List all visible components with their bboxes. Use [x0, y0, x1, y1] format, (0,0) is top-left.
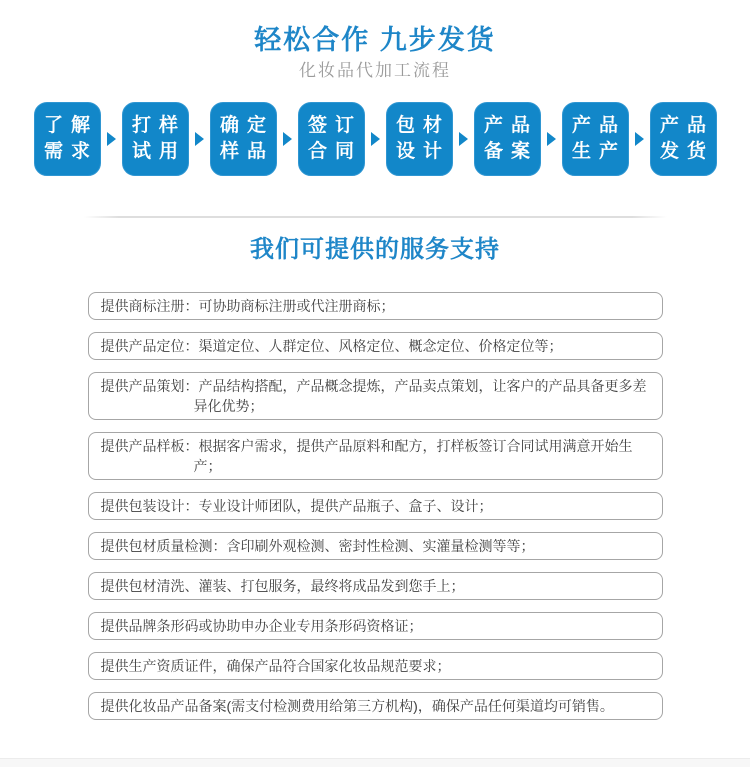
service-item: [88, 612, 663, 640]
process-step: [650, 102, 717, 176]
process-step-line2: 备案: [483, 141, 538, 162]
process-step-line1: 产品: [571, 115, 626, 136]
service-item: [88, 572, 663, 600]
flow-arrow-icon: [547, 132, 556, 146]
service-item: [88, 492, 663, 520]
service-item-text: 提供包材质量检测：含印刷外观检测、密封性检测、实灌量检测等等；: [100, 538, 535, 554]
page-subtitle: 化妆品代加工流程: [299, 61, 451, 80]
service-item-text: 提供产品定位：渠道定位、人群定位、风格定位、概念定位、价格定位等；: [100, 338, 563, 354]
service-item: [88, 432, 663, 480]
service-item: [88, 372, 663, 420]
process-step: [122, 102, 189, 176]
flow-arrow-icon: [283, 132, 292, 146]
service-item-text: 提供商标注册：可协助商标注册或代注册商标；: [100, 298, 395, 314]
service-item-text: 提供产品样板：根据客户需求，提供产品原料和配方，打样板签订合同试用满意开始生产；: [100, 438, 633, 474]
process-step: [210, 102, 277, 176]
service-item-text: 提供包装设计：专业设计师团队，提供产品瓶子、盒子、设计；: [100, 498, 493, 514]
service-item-text: 提供包材清洗、灌装、打包服务，最终将成品发到您手上；: [100, 578, 465, 594]
service-item: [88, 652, 663, 680]
process-step-line1: 产品: [659, 115, 714, 136]
flow-arrow-icon: [195, 132, 204, 146]
service-list: [88, 292, 663, 720]
process-step-line1: 签订: [307, 115, 362, 136]
process-step-line2: 生产: [571, 141, 626, 162]
process-step-line2: 发货: [659, 141, 714, 162]
service-item-text: 提供产品策划：产品结构搭配，产品概念提炼，产品卖点策划，让客户的产品具备更多差异化优势；: [100, 378, 647, 414]
process-step-line2: 设计: [395, 141, 450, 162]
process-step: [474, 102, 541, 176]
process-step: [34, 102, 101, 176]
process-step-line2: 合同: [307, 141, 362, 162]
service-item: [88, 532, 663, 560]
service-item: [88, 692, 663, 720]
process-step-line1: 确定: [219, 115, 274, 136]
process-step-line2: 试用: [131, 141, 186, 162]
process-step-line2: 需求: [43, 141, 98, 162]
service-item: [88, 292, 663, 320]
bottom-band: [0, 758, 750, 767]
page-title: 轻松合作 九步发货: [254, 25, 496, 55]
section-divider: [84, 216, 667, 218]
service-item-text: 提供生产资质证件，确保产品符合国家化妆品规范要求；: [100, 658, 451, 674]
service-item-text: 提供化妆品产品备案(需支付检测费用给第三方机构)，确保产品任何渠道均可销售。: [100, 698, 614, 714]
service-item-text: 提供品牌条形码或协助申办企业专用条形码资格证；: [100, 618, 423, 634]
process-step: [562, 102, 629, 176]
flow-arrow-icon: [459, 132, 468, 146]
process-step-line1: 产品: [483, 115, 538, 136]
process-step: [386, 102, 453, 176]
process-step-line2: 样品: [219, 141, 274, 162]
service-item: [88, 332, 663, 360]
process-flow: [0, 102, 750, 176]
flow-arrow-icon: [107, 132, 116, 146]
flow-arrow-icon: [371, 132, 380, 146]
section-title: 我们可提供的服务支持: [250, 236, 500, 263]
process-step-line1: 打样: [131, 115, 186, 136]
header: [0, 0, 750, 81]
process-step: [298, 102, 365, 176]
flow-arrow-icon: [635, 132, 644, 146]
process-step-line1: 包材: [395, 115, 450, 136]
process-step-line1: 了解: [43, 115, 98, 136]
